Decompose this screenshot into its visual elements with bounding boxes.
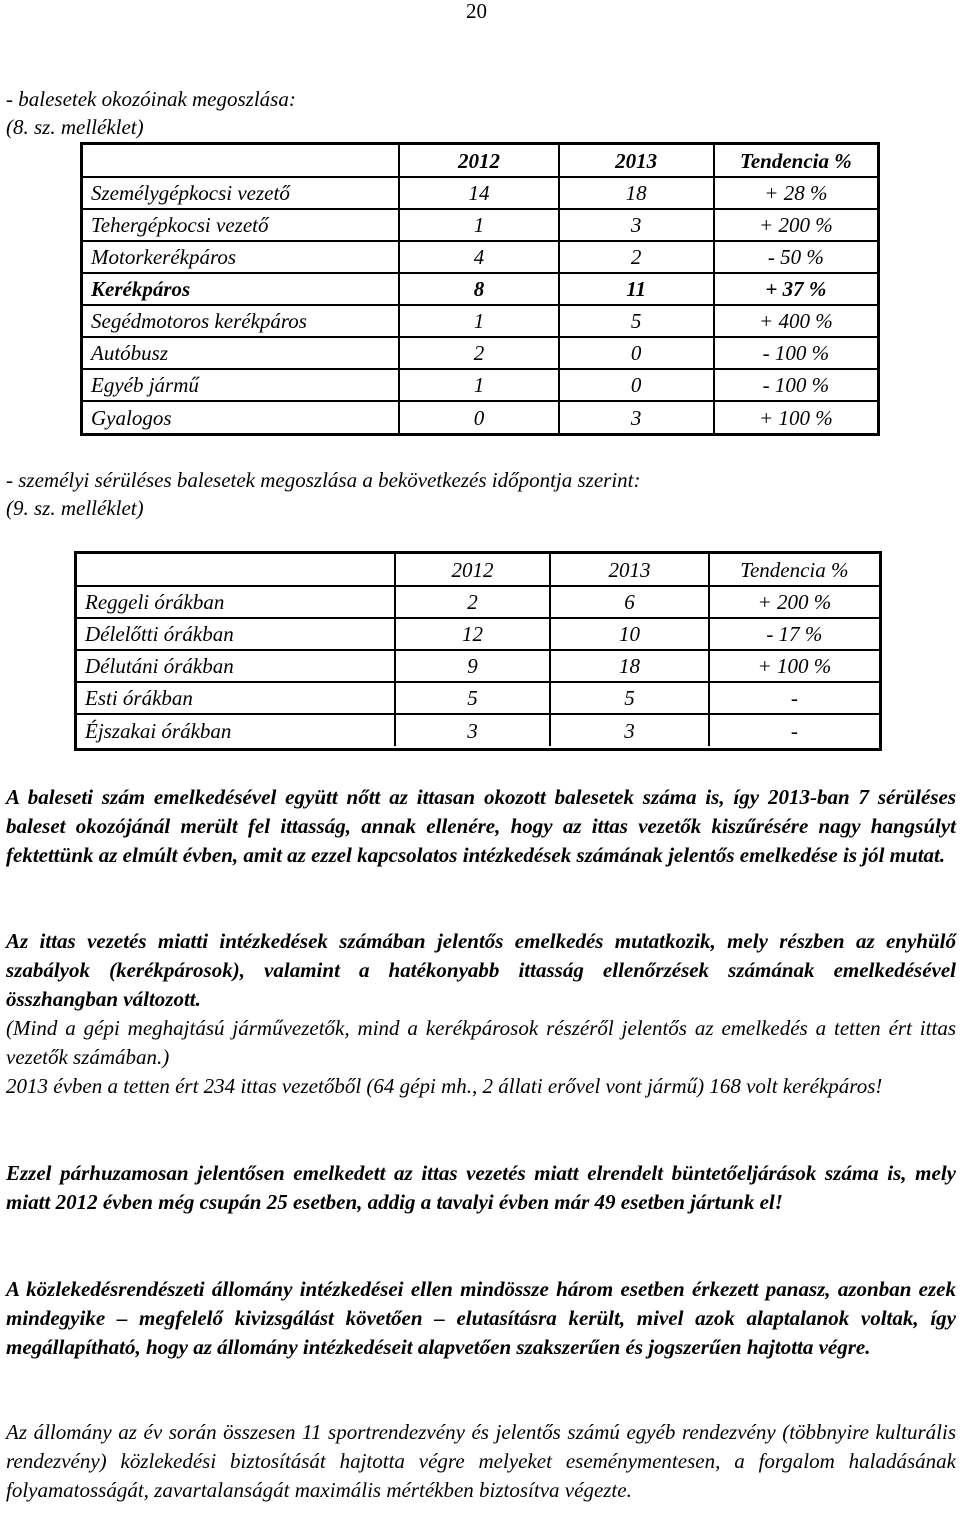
row-label: Délelőtti órákban — [77, 618, 395, 650]
table-row — [77, 586, 879, 618]
section2-caption-line2: (9. sz. melléklet) — [6, 496, 144, 520]
row-label: Motorkerékpáros — [83, 241, 399, 273]
paragraph-drivers-note: (Mind a gépi meghajtású járművezetők, mind a kerékpárosok részéről jelentős az emelkedés a tetten ért ittas vezetők számában.) — [6, 1016, 956, 1069]
table-cell: 5 — [395, 682, 551, 714]
table-cell: - 50 % — [714, 241, 877, 273]
table-cell: 3 — [559, 209, 714, 241]
table-cell: 4 — [399, 241, 558, 273]
table-cell: + 37 % — [714, 273, 877, 305]
table-cell: 8 — [399, 273, 558, 305]
accident-time-table — [74, 551, 882, 751]
header-empty-cell — [83, 145, 399, 177]
table-row — [83, 241, 877, 273]
table-cell: 0 — [399, 401, 558, 433]
row-label: Délutáni órákban — [77, 650, 395, 682]
paragraph-drunk-measures-block — [6, 927, 956, 1101]
page-number: 20 — [466, 0, 487, 23]
table-cell: + 100 % — [709, 650, 879, 682]
table-cell: + 28 % — [714, 177, 877, 209]
table-cell: 2 — [395, 586, 551, 618]
table-cell: 1 — [399, 369, 558, 401]
table-cell: + 200 % — [714, 209, 877, 241]
row-label: Kerékpáros — [83, 273, 399, 305]
row-label: Segédmotoros kerékpáros — [83, 305, 399, 337]
paragraph-drunk-measures: Az ittas vezetés miatti intézkedések számában jelentős emelkedés mutatkozik, mely részben az enyhülő szabályok (kerékpárosok), valamint a hatékonyabb ittasság ellenőrzések számának emelkedésével összhangban változott. — [6, 929, 956, 1011]
table-row — [83, 209, 877, 241]
table-cell: 11 — [559, 273, 714, 305]
table-row — [83, 401, 877, 433]
section2-caption-line1: - személyi sérüléses balesetek megoszlása a bekövetkezés időpontja szerint: — [6, 468, 641, 492]
table-row — [77, 714, 879, 746]
table-cell: 10 — [550, 618, 708, 650]
column-header: 2013 — [550, 554, 708, 586]
table-cell: 5 — [559, 305, 714, 337]
row-label: Autóbusz — [83, 337, 399, 369]
table-cell: 12 — [395, 618, 551, 650]
paragraph-criminal-proceedings: Ezzel párhuzamosan jelentősen emelkedett az ittas vezetés miatt elrendelt büntetőeljárások száma is, mely miatt 2012 évben még csupán 25 esetben, addig a tavalyi évben már 49 esetben jártunk el! — [6, 1161, 956, 1214]
table-row — [83, 177, 877, 209]
table-cell: - 100 % — [714, 337, 877, 369]
table-row — [77, 650, 879, 682]
table-cell: 18 — [559, 177, 714, 209]
table-cell: - 100 % — [714, 369, 877, 401]
table-cell: 5 — [550, 682, 708, 714]
paragraph-events: Az állomány az év során összesen 11 sportrendezvény és jelentős számú egyéb rendezvény (többnyire kulturális rendezvény) közlekedési biztosítását hajtotta végre melyeket eseménymentesen, a forgalom haladásának folyamatosságát, zavartalanságát maximális mértékben biztosítva végezte. — [6, 1420, 956, 1502]
table-row — [83, 369, 877, 401]
column-header: Tendencia % — [714, 145, 877, 177]
section1-caption-line2: (8. sz. melléklet) — [6, 115, 144, 139]
row-label: Egyéb jármű — [83, 369, 399, 401]
table-cell: + 100 % — [714, 401, 877, 433]
table-cell: 3 — [395, 714, 551, 746]
table-cell: - — [709, 714, 879, 746]
table-cell: 14 — [399, 177, 558, 209]
paragraph-caught-drivers: 2013 évben a tetten ért 234 ittas vezetőből (64 gépi mh., 2 állati erővel vont jármű) 168 volt kerékpáros! — [6, 1074, 883, 1098]
section1-caption-line1: - balesetek okozóinak megoszlása: — [6, 87, 296, 111]
table-cell: 6 — [550, 586, 708, 618]
table-cell: 9 — [395, 650, 551, 682]
row-label: Személygépkocsi vezető — [83, 177, 399, 209]
table-cell: 3 — [550, 714, 708, 746]
row-label: Reggeli órákban — [77, 586, 395, 618]
table-cell: 3 — [559, 401, 714, 433]
table-cell: - — [709, 682, 879, 714]
table-cell: + 200 % — [709, 586, 879, 618]
row-label: Tehergépkocsi vezető — [83, 209, 399, 241]
header-empty-cell — [77, 554, 395, 586]
table-cell: 0 — [559, 369, 714, 401]
column-header: 2013 — [559, 145, 714, 177]
table-row — [83, 273, 877, 305]
table-cell: 18 — [550, 650, 708, 682]
table-header-row — [83, 145, 877, 177]
table-row — [77, 682, 879, 714]
row-label: Esti órákban — [77, 682, 395, 714]
row-label: Éjszakai órákban — [77, 714, 395, 746]
table-cell: + 400 % — [714, 305, 877, 337]
row-label: Gyalogos — [83, 401, 399, 433]
accident-causes-table — [80, 142, 880, 436]
table-row — [83, 305, 877, 337]
table-cell: 1 — [399, 209, 558, 241]
table-cell: - 17 % — [709, 618, 879, 650]
table-cell: 1 — [399, 305, 558, 337]
table-header-row — [77, 554, 879, 586]
table-row — [77, 618, 879, 650]
column-header: 2012 — [399, 145, 558, 177]
column-header: Tendencia % — [709, 554, 879, 586]
paragraph-complaints: A közlekedésrendészeti állomány intézkedései ellen mindössze három esetben érkezett panasz, azonban ezek mindegyike – megfelelő kivizsgálást követően – elutasításra került, mivel azok alaptalanok voltak, így megállapítható, hogy az állomány intézkedéseit alapvetően szakszerűen és jogszerűen hajtotta végre. — [6, 1277, 956, 1359]
table-row — [83, 337, 877, 369]
table-cell: 0 — [559, 337, 714, 369]
table-cell: 2 — [399, 337, 558, 369]
paragraph-drunk-accidents: A baleseti szám emelkedésével együtt nőtt az ittasan okozott balesetek száma is, így 2013-ban 7 sérüléses baleset okozójánál merült fel ittasság, annak ellenére, hogy az ittas vezetők kiszűrésére nagy hangsúlyt fektettünk az elmúlt évben, amit az ezzel kapcsolatos intézkedések számának jelentős emelkedése is jól mutat. — [6, 785, 956, 867]
table-cell: 2 — [559, 241, 714, 273]
column-header: 2012 — [395, 554, 551, 586]
